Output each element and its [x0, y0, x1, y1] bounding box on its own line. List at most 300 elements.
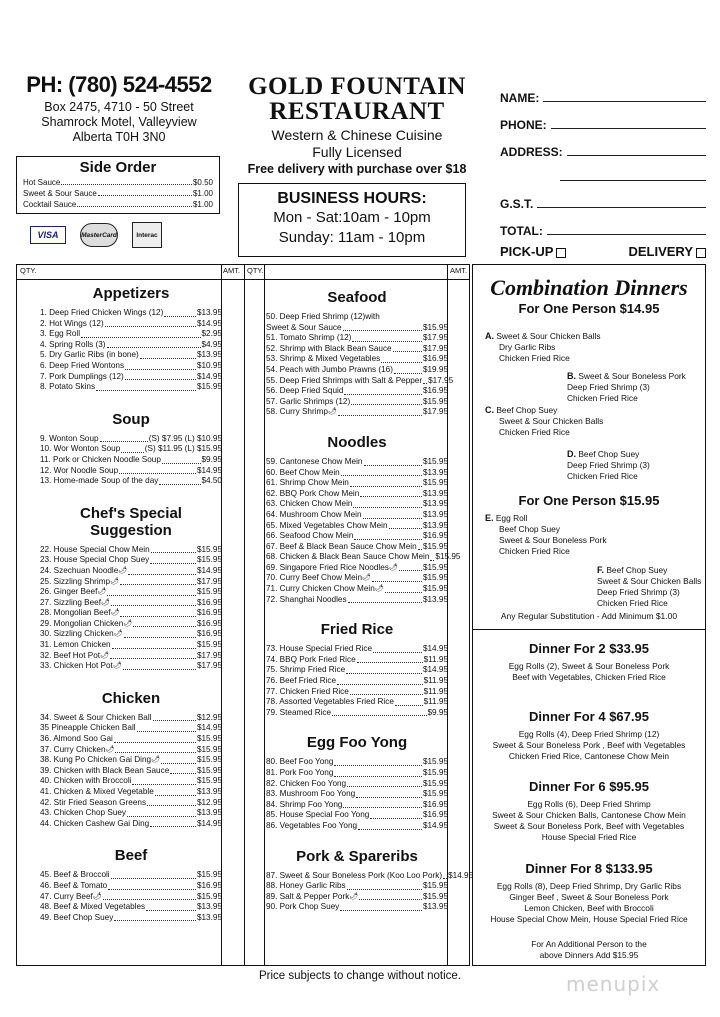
menu-item[interactable]	[266, 800, 448, 811]
menu-item[interactable]	[40, 545, 222, 556]
menu-item[interactable]	[266, 768, 448, 779]
dot-leader	[394, 365, 422, 374]
item-name: 42. Stir Fried Season Greens	[40, 797, 147, 807]
combo-line: Chicken Fried Rice	[499, 427, 570, 437]
combo-set[interactable]	[597, 565, 701, 609]
additional-line: For An Additional Person to the	[531, 939, 647, 949]
menu-item[interactable]	[266, 708, 448, 719]
menu-item[interactable]	[40, 808, 222, 819]
dot-leader	[120, 577, 196, 586]
chili-icon: 🌶	[151, 756, 160, 764]
dot-leader	[108, 881, 196, 890]
item-name: 50. Deep Fried Shrimp (12)with	[266, 312, 380, 321]
item-price: $15.95	[422, 478, 448, 488]
payment-cards	[30, 222, 162, 248]
phone-line[interactable]	[551, 128, 706, 129]
item-price: $16.95	[196, 608, 222, 618]
menu-item[interactable]	[40, 319, 222, 330]
order-type	[500, 244, 706, 259]
menu-item[interactable]	[266, 870, 474, 882]
menu-item[interactable]	[40, 723, 222, 734]
combo-label: D.	[567, 449, 576, 459]
dinner-line: House Special Fried Rice	[541, 832, 637, 842]
menu-item[interactable]	[266, 397, 448, 408]
delivery-note: Free delivery with purchase over $18	[247, 162, 467, 176]
dot-leader	[162, 455, 201, 464]
additional-line: above Dinners Add $15.95	[539, 950, 639, 960]
dot-leader	[164, 308, 196, 317]
item-price: $17.95	[196, 661, 222, 671]
menu-item[interactable]	[40, 598, 222, 609]
item-name: Cocktail Sauce	[23, 200, 77, 209]
item-name: 66. Seafood Chow Mein	[266, 531, 354, 541]
item-price: $15.95	[422, 396, 448, 406]
dinner-package[interactable]	[473, 709, 705, 762]
menu-item[interactable]	[40, 372, 222, 383]
item-price: $19.95	[422, 364, 448, 374]
column-divider	[264, 265, 265, 965]
menu-item[interactable]	[266, 542, 448, 553]
one-person-price-1: For One Person $14.95	[518, 301, 660, 316]
dot-leader	[127, 808, 196, 817]
menu-item[interactable]	[266, 407, 448, 418]
menu-item[interactable]	[266, 810, 448, 821]
combo-set[interactable]	[567, 371, 686, 404]
dot-leader	[351, 397, 422, 406]
item-name: 52. Shrimp with Black Bean Sauce	[266, 343, 392, 353]
item-name: 44. Chicken Cashew Gai Ding	[40, 818, 150, 828]
menu-item[interactable]	[266, 779, 448, 790]
delivery-option[interactable]	[628, 244, 706, 259]
dot-leader	[77, 199, 192, 207]
menu-item[interactable]	[266, 312, 448, 323]
item-price: $15.95	[196, 744, 222, 754]
phone-label: PHONE:	[500, 118, 547, 132]
dot-leader	[334, 757, 422, 766]
combo-line: Chicken Fried Rice	[567, 393, 638, 403]
menu-item[interactable]	[266, 323, 448, 334]
item-name: 57. Garlic Shrimps (12)	[266, 396, 351, 406]
amt-header: AMT.	[223, 266, 241, 275]
item-name: 58. Curry Shrimp	[266, 407, 328, 417]
chili-icon: 🌶	[105, 745, 115, 753]
menu-item[interactable]	[266, 489, 448, 500]
menu-item[interactable]	[266, 375, 454, 387]
menu-item[interactable]	[40, 555, 222, 566]
item-name: 11. Pork or Chicken Noodle Soup	[40, 454, 161, 464]
dot-leader	[347, 779, 422, 788]
item-price: $15.95	[422, 768, 448, 777]
menu-item[interactable]	[266, 510, 448, 521]
chili-icon: 🌶	[97, 588, 107, 596]
menu-item[interactable]	[266, 365, 448, 376]
dinner-package[interactable]	[473, 861, 705, 925]
item-name: 3. Egg Roll	[40, 329, 81, 339]
dot-leader	[360, 489, 422, 498]
side-order-list	[23, 177, 213, 210]
menu-item[interactable]	[40, 476, 222, 487]
item-name: 65. Mixed Vegetables Chow Mein	[266, 520, 388, 530]
combo-set[interactable]	[485, 331, 601, 364]
menu-item[interactable]	[40, 444, 222, 455]
item-name: 47. Curry Beef	[40, 891, 93, 901]
phone-number[interactable]: PH: (780) 524-4552	[26, 72, 212, 97]
menu-item[interactable]	[266, 333, 448, 344]
menu-item[interactable]	[266, 665, 448, 676]
menu-item[interactable]	[266, 902, 448, 913]
phone-field[interactable]	[500, 105, 706, 132]
item-name: 62. BBQ Pork Chow Mein	[266, 488, 360, 498]
item-price: $13.95	[196, 902, 222, 912]
qty-header: QTY.	[20, 266, 37, 275]
item-price: $12.95	[196, 797, 222, 807]
menu-item[interactable]	[266, 676, 448, 687]
chili-icon: 🌶	[374, 585, 384, 593]
menu-item[interactable]	[40, 651, 222, 662]
menu-item[interactable]	[266, 344, 448, 355]
menu-item[interactable]	[40, 819, 222, 830]
dot-leader	[340, 902, 422, 911]
item-price: $15.95	[196, 587, 222, 597]
menu-section	[266, 734, 448, 831]
item-name: 32. Beef Hot Pot	[40, 650, 101, 660]
item-price: $17.95	[422, 333, 448, 343]
combo-line: Sweet & Sour Boneless Pork	[578, 371, 686, 381]
menu-item[interactable]	[40, 713, 222, 724]
dot-leader	[358, 821, 422, 830]
restaurant-name-2: RESTAURANT	[269, 98, 445, 125]
item-name: 38. Kung Po Chicken Gai Ding	[40, 755, 152, 765]
menu-item[interactable]	[266, 457, 448, 468]
menu-item[interactable]	[40, 881, 222, 892]
item-name: 5. Dry Garlic Ribs (in bone)	[40, 350, 139, 360]
item-name: 77. Chicken Fried Rice	[266, 686, 349, 696]
side-order-title: Side Order	[79, 159, 157, 176]
menu-item[interactable]	[40, 340, 222, 351]
item-name: 43. Chicken Chop Suey	[40, 808, 127, 818]
dot-leader	[111, 598, 196, 607]
item-price: $16.95	[422, 799, 448, 809]
menu-item[interactable]	[266, 595, 448, 606]
dot-leader	[132, 776, 195, 785]
menu-item[interactable]	[266, 697, 448, 708]
item-name: 88. Honey Garlic Ribs	[266, 881, 346, 891]
dot-leader	[337, 676, 422, 685]
item-price: $15.95	[196, 870, 222, 880]
dot-leader	[393, 344, 422, 353]
order-form	[500, 78, 706, 259]
dot-leader	[124, 629, 196, 638]
pickup-option[interactable]	[500, 244, 566, 259]
dot-leader	[105, 319, 196, 328]
menu-item[interactable]	[40, 640, 222, 651]
item-price: $13.95	[422, 467, 448, 477]
address-field[interactable]	[500, 132, 706, 159]
item-price: $15.95	[422, 757, 448, 767]
item-price: $16.95	[422, 810, 448, 820]
menu-grid	[16, 264, 474, 966]
dot-leader	[133, 619, 196, 628]
item-price: $15.95	[422, 322, 448, 332]
dot-leader	[423, 376, 427, 385]
side-order-item[interactable]	[23, 188, 213, 199]
chili-icon: 🌶	[388, 563, 398, 571]
menu-item[interactable]	[266, 757, 448, 768]
item-price: $11.95	[423, 676, 448, 686]
menu-item[interactable]	[266, 881, 448, 892]
item-name: 85. House Special Foo Yong	[266, 810, 370, 820]
combo-set[interactable]	[485, 513, 607, 557]
item-price: $13.95	[196, 308, 222, 317]
item-name: 70. Curry Beef Chow Mein	[266, 573, 363, 583]
total-field[interactable]	[500, 211, 706, 238]
menu-item[interactable]	[266, 499, 448, 510]
combo-label: A.	[485, 331, 494, 341]
item-price: $15.95	[196, 734, 222, 744]
menu-item[interactable]	[40, 608, 222, 619]
dot-leader	[100, 434, 148, 443]
menu-item[interactable]	[266, 644, 448, 655]
combo-set[interactable]	[485, 405, 603, 438]
cuisine-tagline: Western & Chinese Cuisine	[271, 127, 443, 143]
dinner-line: Egg Rolls (2), Sweet & Sour Boneless Pork	[508, 661, 670, 671]
item-price: $13.95	[422, 488, 448, 498]
item-name: 60. Beef Chow Mein	[266, 467, 340, 477]
menu-item[interactable]	[40, 566, 222, 577]
item-name: 23. House Special Chop Suey	[40, 555, 150, 565]
restaurant-name: GOLD FOUNTAIN	[248, 73, 466, 100]
menu-item[interactable]	[40, 434, 222, 445]
section-title: Seafood	[327, 289, 387, 306]
menu-item[interactable]	[40, 787, 222, 798]
menu-item[interactable]	[266, 573, 448, 584]
section-title: Chicken	[101, 689, 161, 707]
menu-item[interactable]	[40, 619, 222, 630]
dot-leader	[352, 333, 422, 342]
menu-item[interactable]	[40, 587, 222, 598]
menu-item[interactable]	[266, 655, 448, 666]
dinner-line: House Special Chow Mein, House Special Fried Rice	[490, 914, 688, 924]
side-order-item[interactable]	[23, 177, 213, 188]
combo-line: Chicken Fried Rice	[499, 353, 570, 363]
item-price: (S) $11.95 (L) $15.95	[144, 444, 222, 454]
item-name: Sweet & Sour Sauce	[23, 189, 97, 198]
combo-set[interactable]	[567, 449, 650, 482]
dinner-line: Ginger Beef , Sweet & Sour Boneless Pork	[509, 892, 669, 902]
item-name: 29. Mongolian Chicken	[40, 618, 124, 628]
menu-item[interactable]	[266, 687, 448, 698]
item-price: $17.95	[196, 576, 222, 586]
menu-item[interactable]	[40, 892, 222, 903]
item-price: $14.95	[422, 820, 448, 830]
dot-leader	[443, 871, 447, 880]
pickup-checkbox[interactable]	[556, 248, 566, 258]
dot-leader	[354, 531, 422, 540]
dot-leader	[373, 644, 422, 653]
dinner-line: Sweet & Sour Boneless Pork , Beef with Vegetables	[492, 740, 686, 750]
chili-icon: 🌶	[112, 662, 122, 670]
total-line[interactable]	[547, 234, 706, 235]
footer-note: Price subjects to change without notice.	[258, 970, 461, 982]
combo-label: E.	[485, 513, 494, 523]
item-price: $13.95	[196, 912, 222, 922]
item-name: 49. Beef Chop Suey	[40, 912, 114, 922]
dot-leader	[112, 640, 196, 649]
item-price: $14.95	[196, 818, 222, 828]
dot-leader	[363, 510, 422, 519]
item-price: $12.95	[196, 712, 222, 722]
qty-header: QTY.	[247, 266, 264, 275]
combination-dinners	[472, 264, 706, 966]
menu-item[interactable]	[40, 734, 222, 745]
menu-item[interactable]	[40, 913, 222, 924]
item-price: $13.95	[422, 594, 448, 604]
menu-item[interactable]	[40, 577, 222, 588]
item-price: $13.95	[422, 520, 448, 530]
item-price: $15.95	[422, 456, 448, 466]
menu-item[interactable]	[266, 354, 448, 365]
menu-item[interactable]	[266, 552, 461, 563]
combo-divider	[473, 629, 705, 630]
hours-title: BUSINESS HOURS:	[277, 190, 427, 207]
menu-item[interactable]	[266, 584, 448, 595]
item-price: $15.95	[422, 541, 448, 551]
menu-item[interactable]	[266, 478, 448, 489]
item-price: $17.95	[196, 650, 222, 660]
item-price: $16.95	[196, 629, 222, 639]
section-title: Soup	[112, 410, 150, 428]
menu-item[interactable]	[266, 821, 448, 832]
combo-line: Beef Chop Suey	[606, 565, 668, 575]
menu-item[interactable]	[40, 776, 222, 787]
dot-leader	[334, 768, 422, 777]
item-price: $16.95	[196, 597, 222, 607]
item-name: 56. Deep Fried Squid	[266, 386, 344, 396]
menu-item[interactable]	[40, 382, 222, 393]
item-price: $15.95	[196, 544, 222, 554]
combo-line: Chicken Fried Rice	[597, 598, 668, 608]
dot-leader	[372, 573, 422, 582]
menu-item[interactable]	[266, 563, 448, 574]
menu-item[interactable]	[40, 308, 222, 319]
delivery-checkbox[interactable]	[696, 248, 706, 258]
dot-leader	[385, 584, 422, 593]
menu-item[interactable]	[266, 386, 448, 397]
menu-item[interactable]	[40, 629, 222, 640]
address-line-2[interactable]	[560, 159, 706, 181]
item-name: 63. Chicken Chow Mein	[266, 499, 353, 509]
item-price: $14.95	[196, 318, 222, 328]
item-name: 79. Steamed Rice	[266, 707, 332, 717]
address-line-input[interactable]	[567, 155, 706, 156]
item-name: Sweet & Sour Sauce	[266, 322, 342, 332]
section-title: Appetizers	[92, 285, 170, 302]
dot-leader	[110, 651, 196, 660]
item-name: 80. Beef Foo Yong	[266, 757, 334, 767]
dot-leader	[150, 555, 196, 564]
dot-leader	[348, 595, 422, 604]
total-label: TOTAL:	[500, 224, 543, 238]
menu-item[interactable]	[40, 745, 222, 756]
menu-item[interactable]	[40, 455, 222, 466]
side-order-box	[16, 156, 220, 214]
menu-item[interactable]	[40, 361, 222, 372]
dot-leader	[120, 608, 196, 617]
menu-item[interactable]	[40, 466, 222, 477]
interac-logo: Interac	[132, 222, 162, 248]
dinner-line: Chicken Fried Rice, Cantonese Chow Mein	[508, 751, 670, 761]
item-price: $14.95	[422, 644, 448, 654]
dot-leader	[107, 587, 196, 596]
item-name: 12. Wor Noodle Soup	[40, 465, 119, 475]
combo-line: Egg Roll	[495, 513, 528, 523]
dot-leader	[364, 457, 422, 466]
dinner-line: Sweet & Sour Chicken Balls, Cantonese Chow Mein	[492, 810, 686, 820]
item-price: $4.50	[201, 476, 222, 486]
menu-item[interactable]	[266, 521, 448, 532]
side-order-item[interactable]	[23, 199, 213, 210]
item-name: 31. Lemon Chicken	[40, 640, 111, 650]
dinner-title: Dinner For 6 $95.95	[529, 779, 649, 794]
menu-item[interactable]	[40, 661, 222, 672]
menu-item[interactable]	[266, 892, 448, 903]
dot-leader	[359, 892, 422, 901]
menu-item[interactable]	[40, 329, 222, 340]
gst-line[interactable]	[537, 207, 706, 208]
gst-field[interactable]	[500, 184, 706, 211]
item-price: $14.95	[422, 665, 448, 675]
combo-line: Dry Garlic Ribs	[499, 342, 556, 352]
chili-icon: 🌶	[118, 566, 128, 574]
dot-leader	[418, 542, 422, 551]
dot-leader	[353, 499, 421, 508]
section-title: Egg Foo Yong	[306, 734, 408, 752]
item-price: $15.95	[196, 555, 222, 565]
name-field[interactable]	[500, 78, 706, 105]
menu-item[interactable]	[266, 789, 448, 800]
dot-leader	[114, 913, 196, 922]
menu-item[interactable]	[40, 902, 222, 913]
menu-item[interactable]	[40, 870, 222, 881]
menu-item[interactable]	[40, 798, 222, 809]
name-line[interactable]	[543, 101, 706, 102]
dot-leader	[338, 407, 422, 416]
menu-item[interactable]	[40, 766, 222, 777]
item-name: 64. Mushroom Chow Mein	[266, 509, 362, 519]
menu-section	[40, 285, 222, 393]
item-price: $15.95	[422, 881, 448, 891]
menu-item[interactable]	[266, 531, 448, 542]
one-person-price-2: For One Person $15.95	[518, 493, 660, 508]
item-name: 75. Shrimp Fried Rice	[266, 665, 346, 675]
item-price: $16.95	[196, 880, 222, 890]
item-price: $14.95	[196, 723, 222, 733]
item-name: 72. Shanghai Noodles	[266, 594, 347, 604]
menu-section	[266, 433, 461, 605]
address-label: ADDRESS:	[500, 145, 563, 159]
dot-leader	[399, 563, 422, 572]
dinner-title: Dinner For 2 $33.95	[529, 641, 649, 656]
dinner-package[interactable]	[473, 779, 705, 843]
dinner-package[interactable]	[473, 641, 705, 683]
menu-item[interactable]	[40, 755, 222, 766]
dot-leader	[343, 323, 422, 332]
menu-item[interactable]	[266, 468, 448, 479]
item-price: $13.95	[422, 499, 448, 509]
dot-leader	[111, 870, 196, 879]
item-price: $15.95	[422, 789, 448, 799]
menu-item[interactable]	[40, 350, 222, 361]
